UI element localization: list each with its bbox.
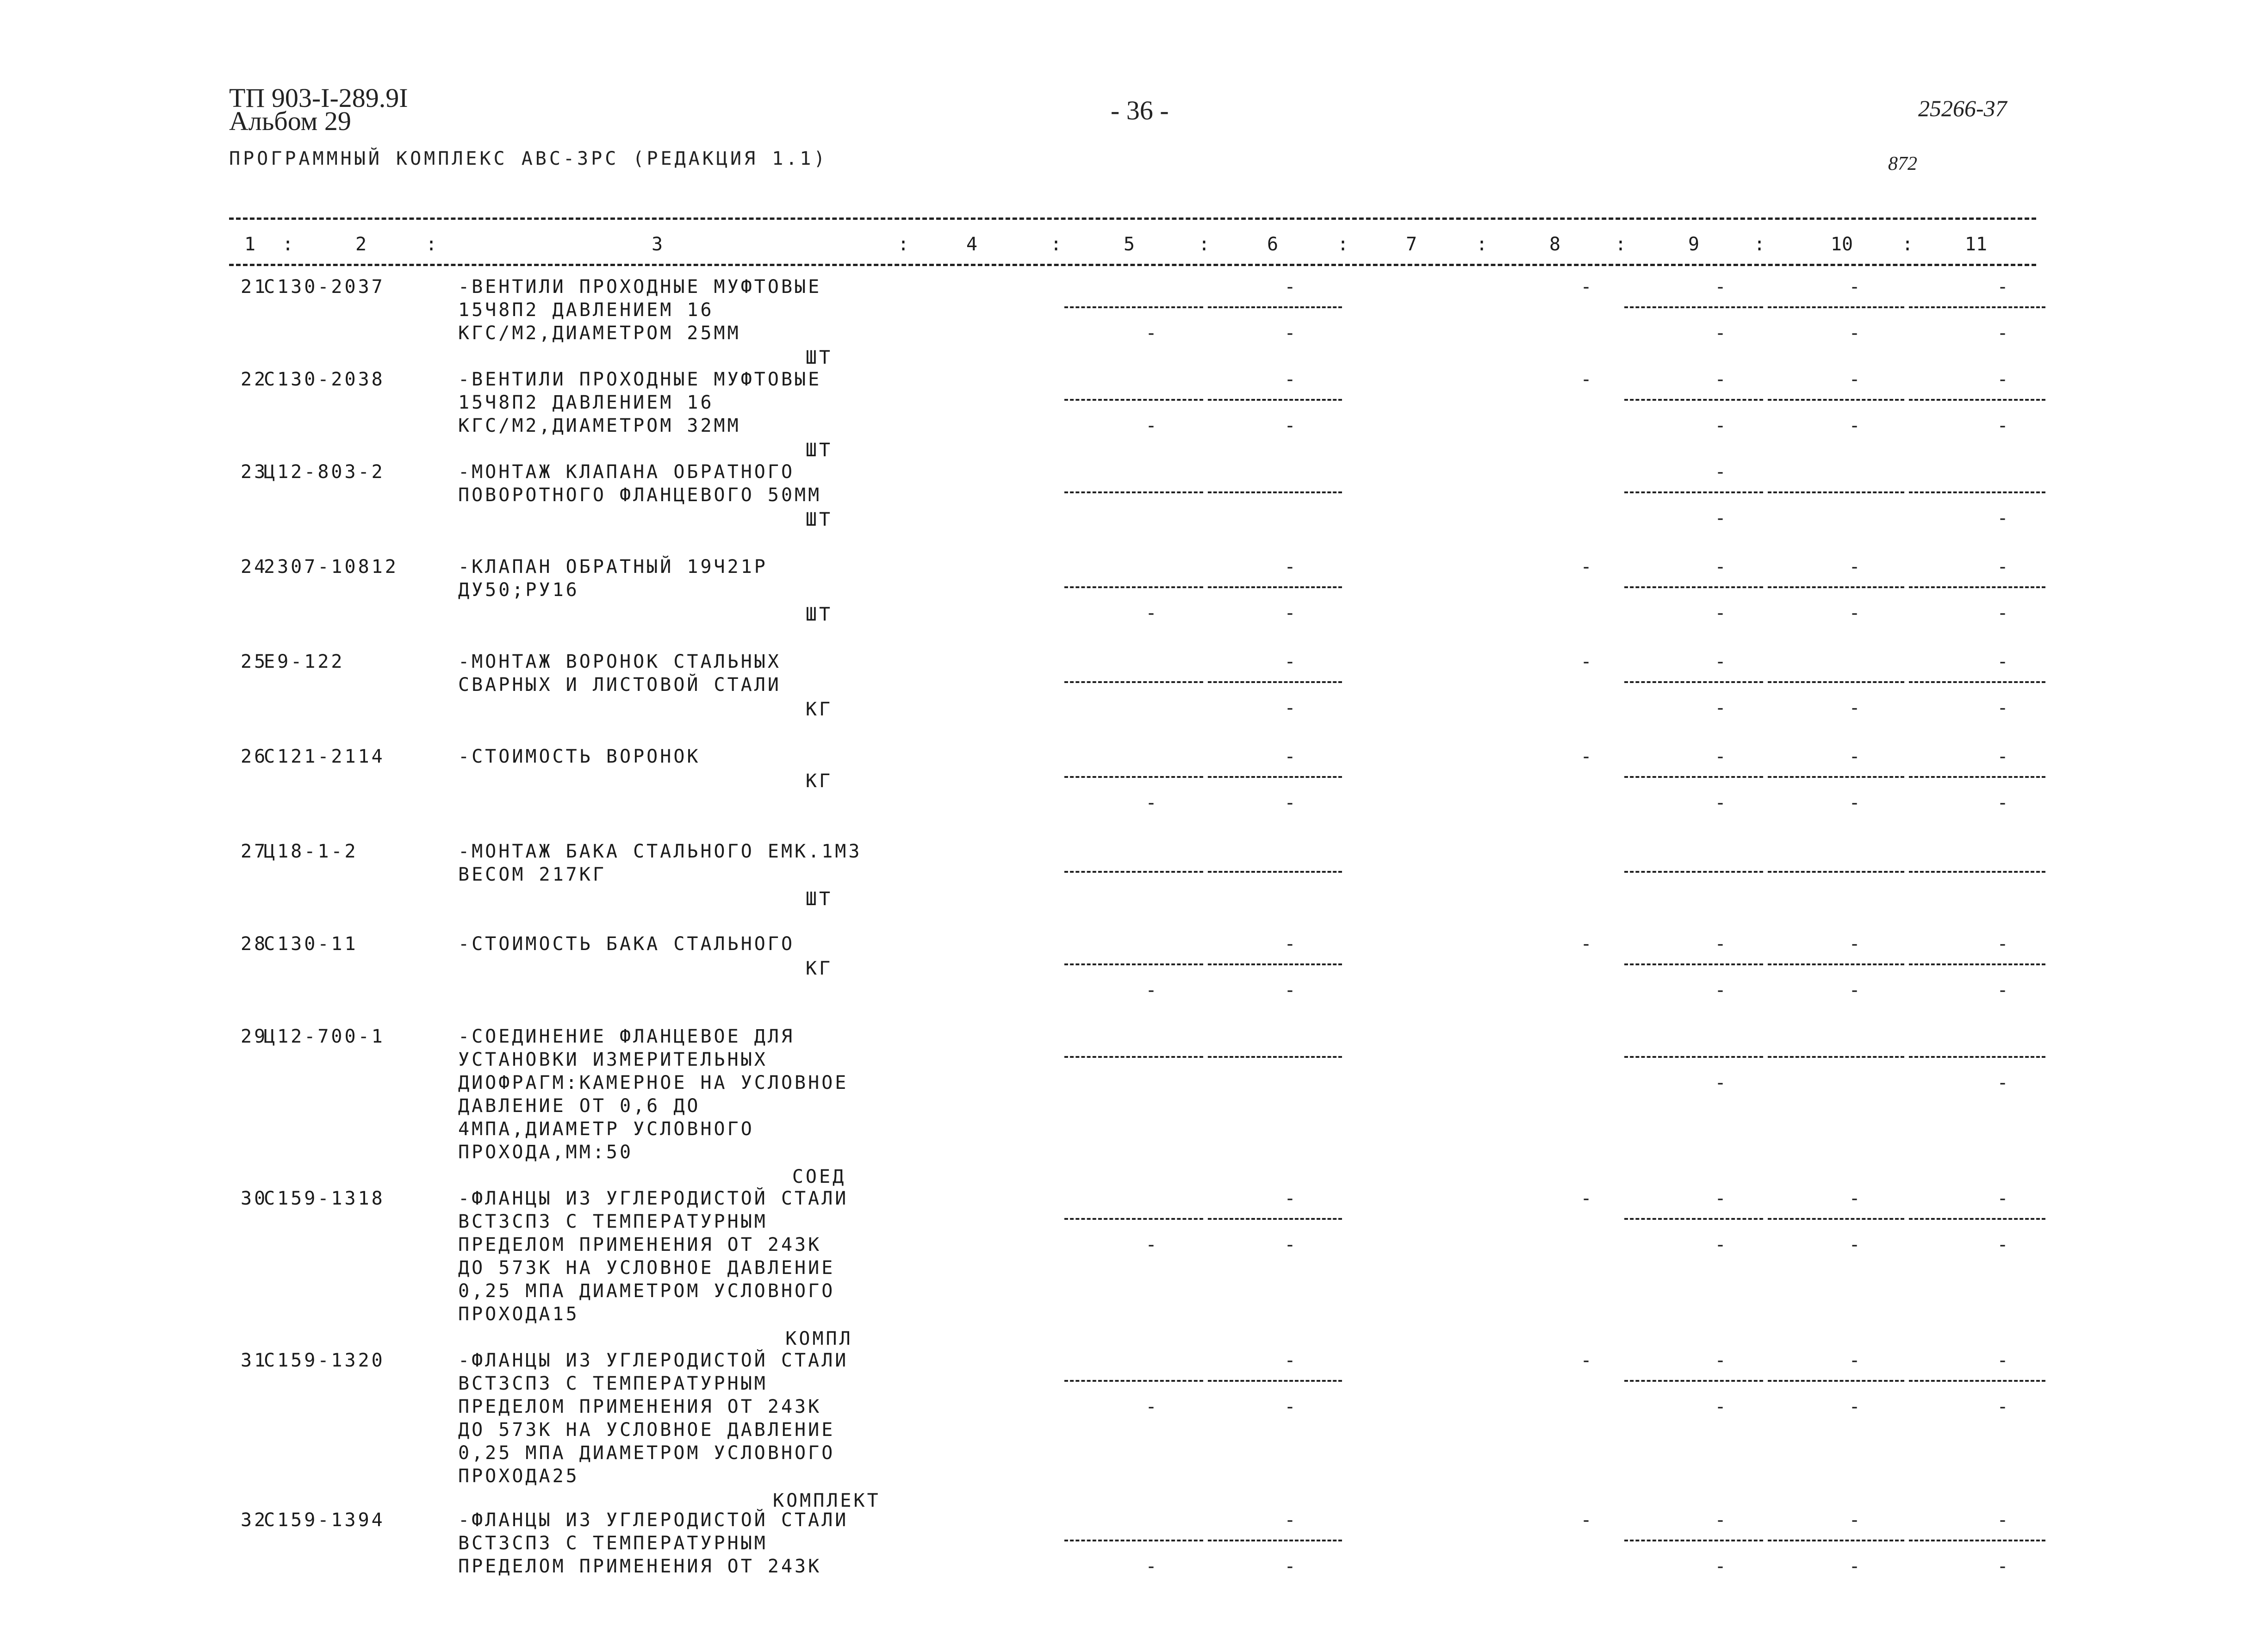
c10-divider (1768, 1218, 1904, 1220)
row-description-line: 0,25 МПА ДИАМЕТРОМ УСЛОВНОГО (458, 1280, 835, 1302)
col9-bottom: - (1715, 1072, 1728, 1093)
col9-top: - (1715, 746, 1728, 767)
column-header: 4 (966, 234, 978, 255)
col9-bottom: - (1715, 1234, 1728, 1255)
c5-divider (1064, 399, 1203, 401)
col10-bottom: - (1849, 1556, 1863, 1577)
c9-divider (1624, 776, 1763, 778)
row-code: 2307-10812 (264, 556, 398, 578)
column-separator: : (426, 234, 437, 255)
col8-value: - (1580, 276, 1594, 298)
row-code: С130-2038 (264, 369, 385, 390)
row-unit: КОМПЛ (785, 1328, 853, 1349)
c11-divider (1909, 491, 2045, 493)
column-separator: : (1476, 234, 1488, 255)
col8-value: - (1580, 746, 1594, 767)
c10-divider (1768, 776, 1904, 778)
col6-bottom: - (1284, 1396, 1298, 1417)
row-description-line: КГС/М2,ДИАМЕТРОМ 25ММ (458, 323, 741, 344)
col9-bottom: - (1715, 697, 1728, 719)
c10-divider (1768, 1056, 1904, 1058)
col11-top: - (1997, 933, 2011, 955)
col11-top: - (1997, 276, 2011, 298)
col9-bottom: - (1715, 323, 1728, 344)
row-description-line: ПРЕДЕЛОМ ПРИМЕНЕНИЯ ОТ 243К (458, 1396, 822, 1417)
row-unit: ШТ (805, 347, 833, 368)
c5-divider (1064, 1056, 1203, 1058)
row-unit: ШТ (805, 888, 833, 910)
c6-divider (1208, 1218, 1342, 1220)
row-description-line: -ФЛАНЦЫ ИЗ УГЛЕРОДИСТОЙ СТАЛИ (458, 1188, 849, 1209)
row-code: С159-1320 (264, 1350, 385, 1371)
c9-divider (1624, 681, 1763, 683)
col11-top: - (1997, 1510, 2011, 1531)
col8-value: - (1580, 933, 1594, 955)
column-header: 8 (1549, 234, 1561, 255)
c6-divider (1208, 306, 1342, 308)
col9-bottom: - (1715, 1396, 1728, 1417)
column-header: 2 (355, 234, 367, 255)
column-separator: : (1199, 234, 1210, 255)
col11-top: - (1997, 651, 2011, 672)
c5-divider (1064, 586, 1203, 588)
column-header: 9 (1688, 234, 1700, 255)
col11-bottom: - (1997, 1072, 2011, 1093)
row-number: 22 (241, 369, 268, 390)
column-separator: : (1337, 234, 1349, 255)
column-separator: : (282, 234, 294, 255)
c5-divider (1064, 491, 1203, 493)
c10-divider (1768, 963, 1904, 965)
c9-divider (1624, 586, 1763, 588)
col11-top: - (1997, 746, 2011, 767)
col8-value: - (1580, 556, 1594, 578)
col9-top: - (1715, 1350, 1728, 1371)
col11-top: - (1997, 1350, 2011, 1371)
c10-divider (1768, 586, 1904, 588)
row-description-line: -КЛАПАН ОБРАТНЫЙ 19Ч21Р (458, 556, 768, 578)
col8-value: - (1580, 1510, 1594, 1531)
col10-bottom: - (1849, 415, 1863, 436)
c6-divider (1208, 681, 1342, 683)
program-title: ПРОГРАММНЫЙ КОМПЛЕКС АВС-3РС (РЕДАКЦИЯ 1.1) (229, 148, 828, 169)
col9-top: - (1715, 369, 1728, 390)
c10-divider (1768, 1540, 1904, 1541)
row-unit: ШТ (805, 509, 833, 530)
sub-number: 872 (1888, 153, 1917, 174)
c5-divider (1064, 1218, 1203, 1220)
row-unit: КГ (805, 770, 833, 792)
c11-divider (1909, 1056, 2045, 1058)
row-description-line: ДАВЛЕНИЕ ОТ 0,6 ДО (458, 1095, 701, 1117)
c9-divider (1624, 306, 1763, 308)
c5-divider (1064, 871, 1203, 873)
c6-divider (1208, 1540, 1342, 1541)
row-description-line: -СТОИМОСТЬ БАКА СТАЛЬНОГО (458, 933, 795, 955)
row-description-line: -СОЕДИНЕНИЕ ФЛАНЦЕВОЕ ДЛЯ (458, 1026, 795, 1047)
row-number: 28 (241, 933, 268, 955)
c9-divider (1624, 1218, 1763, 1220)
row-unit: ШТ (805, 440, 833, 461)
c5-divider (1064, 776, 1203, 778)
col9-bottom: - (1715, 1556, 1728, 1577)
col9-bottom: - (1715, 980, 1728, 1001)
col10-bottom: - (1849, 1234, 1863, 1255)
col6-bottom: - (1284, 1234, 1298, 1255)
col6-bottom: - (1284, 603, 1298, 624)
row-code: С159-1394 (264, 1510, 385, 1531)
col6-bottom: - (1284, 323, 1298, 344)
col10-top: - (1849, 933, 1863, 955)
row-description-line: ДО 573К НА УСЛОВНОЕ ДАВЛЕНИЕ (458, 1419, 835, 1441)
c6-divider (1208, 586, 1342, 588)
col5-bottom: - (1145, 323, 1159, 344)
column-header: 1 (244, 234, 256, 255)
row-description-line: 15Ч8П2 ДАВЛЕНИЕМ 16 (458, 299, 714, 321)
column-separator: : (1615, 234, 1627, 255)
doc-number: 25266-37 (1918, 95, 2007, 121)
c11-divider (1909, 306, 2045, 308)
col6-top: - (1284, 276, 1298, 298)
row-description-line: ВЕСОМ 217КГ (458, 864, 606, 885)
c9-divider (1624, 871, 1763, 873)
row-number: 27 (241, 841, 268, 862)
c6-divider (1208, 776, 1342, 778)
col11-bottom: - (1997, 792, 2011, 814)
row-description-line: -СТОИМОСТЬ ВОРОНОК (458, 746, 701, 767)
row-code: Ц12-700-1 (264, 1026, 385, 1047)
row-description-line: -ФЛАНЦЫ ИЗ УГЛЕРОДИСТОЙ СТАЛИ (458, 1510, 849, 1531)
c5-divider (1064, 681, 1203, 683)
row-code: С121-2114 (264, 746, 385, 767)
col10-bottom: - (1849, 697, 1863, 719)
col5-bottom: - (1145, 1396, 1159, 1417)
column-separator: : (1902, 234, 1914, 255)
c11-divider (1909, 1540, 2045, 1541)
c11-divider (1909, 1218, 2045, 1220)
c9-divider (1624, 399, 1763, 401)
column-header: 6 (1267, 234, 1279, 255)
row-number: 23 (241, 461, 268, 483)
col8-value: - (1580, 1188, 1594, 1209)
col6-top: - (1284, 369, 1298, 390)
col11-top: - (1997, 556, 2011, 578)
col9-top: - (1715, 556, 1728, 578)
row-description-line: ПРЕДЕЛОМ ПРИМЕНЕНИЯ ОТ 243К (458, 1234, 822, 1255)
row-description-line: УСТАНОВКИ ИЗМЕРИТЕЛЬНЫХ (458, 1049, 768, 1070)
c11-divider (1909, 963, 2045, 965)
row-number: 25 (241, 651, 268, 672)
c6-divider (1208, 399, 1342, 401)
row-code: С159-1318 (264, 1188, 385, 1209)
column-header: 5 (1123, 234, 1135, 255)
col10-top: - (1849, 1350, 1863, 1371)
row-code: Е9-122 (264, 651, 345, 672)
doc-code: ТП 903-I-289.9I (229, 83, 408, 113)
col5-bottom: - (1145, 415, 1159, 436)
col9-bottom: - (1715, 603, 1728, 624)
column-header: 3 (651, 234, 663, 255)
col11-bottom: - (1997, 323, 2011, 344)
col9-bottom: - (1715, 415, 1728, 436)
row-code: С130-11 (264, 933, 358, 955)
c5-divider (1064, 306, 1203, 308)
col6-top: - (1284, 1188, 1298, 1209)
c6-divider (1208, 871, 1342, 873)
row-description-line: -МОНТАЖ БАКА СТАЛЬНОГО ЕМК.1М3 (458, 841, 862, 862)
col9-top: - (1715, 1510, 1728, 1531)
col11-bottom: - (1997, 1396, 2011, 1417)
column-header: 10 (1830, 234, 1853, 255)
row-description-line: ДИОФРАГМ:КАМЕРНОЕ НА УСЛОВНОЕ (458, 1072, 849, 1093)
col8-value: - (1580, 651, 1594, 672)
c10-divider (1768, 399, 1904, 401)
col10-top: - (1849, 276, 1863, 298)
row-code: Ц18-1-2 (264, 841, 358, 862)
row-description-line: 4МПА,ДИАМЕТР УСЛОВНОГО (458, 1118, 754, 1140)
c9-divider (1624, 1380, 1763, 1382)
col6-bottom: - (1284, 697, 1298, 719)
row-unit: СОЕД (792, 1166, 846, 1187)
c10-divider (1768, 1380, 1904, 1382)
c5-divider (1064, 1540, 1203, 1541)
row-description-line: -МОНТАЖ ВОРОНОК СТАЛЬНЫХ (458, 651, 781, 672)
col5-bottom: - (1145, 980, 1159, 1001)
row-description-line: -ФЛАНЦЫ ИЗ УГЛЕРОДИСТОЙ СТАЛИ (458, 1350, 849, 1371)
col11-bottom: - (1997, 508, 2011, 529)
row-description-line: ПОВОРОТНОГО ФЛАНЦЕВОГО 50ММ (458, 485, 822, 506)
c11-divider (1909, 776, 2045, 778)
row-code: Ц12-803-2 (264, 461, 385, 483)
col10-bottom: - (1849, 323, 1863, 344)
row-code: С130-2037 (264, 276, 385, 298)
table-header-rule (229, 264, 2036, 266)
row-unit: КГ (805, 699, 833, 720)
col10-bottom: - (1849, 792, 1863, 814)
row-number: 32 (241, 1510, 268, 1531)
row-unit: ШТ (805, 604, 833, 625)
c9-divider (1624, 1540, 1763, 1541)
column-separator: : (1754, 234, 1765, 255)
row-description-line: -ВЕНТИЛИ ПРОХОДНЫЕ МУФТОВЫЕ (458, 369, 822, 390)
col8-value: - (1580, 369, 1594, 390)
row-description-line: 0,25 МПА ДИАМЕТРОМ УСЛОВНОГО (458, 1442, 835, 1464)
row-description-line: ВСТ3СП3 С ТЕМПЕРАТУРНЫМ (458, 1373, 768, 1394)
col10-top: - (1849, 556, 1863, 578)
row-unit: КГ (805, 958, 833, 979)
album-label: Альбом 29 (229, 106, 351, 136)
row-description-line: ДУ50;РУ16 (458, 579, 579, 601)
col10-bottom: - (1849, 603, 1863, 624)
col6-top: - (1284, 651, 1298, 672)
row-number: 31 (241, 1350, 268, 1371)
row-number: 24 (241, 556, 268, 578)
row-description-line: ПРОХОДА15 (458, 1304, 579, 1325)
row-description-line: -ВЕНТИЛИ ПРОХОДНЫЕ МУФТОВЫЕ (458, 276, 822, 298)
col11-bottom: - (1997, 1556, 2011, 1577)
row-unit: КОМПЛЕКТ (773, 1490, 881, 1511)
col10-top: - (1849, 1188, 1863, 1209)
c5-divider (1064, 963, 1203, 965)
col9-top: - (1715, 461, 1728, 483)
c10-divider (1768, 871, 1904, 873)
c6-divider (1208, 491, 1342, 493)
row-number: 21 (241, 276, 268, 298)
page-number: - 36 - (1111, 95, 1169, 125)
col9-bottom: - (1715, 792, 1728, 814)
col5-bottom: - (1145, 792, 1159, 814)
col5-bottom: - (1145, 603, 1159, 624)
c11-divider (1909, 586, 2045, 588)
c10-divider (1768, 681, 1904, 683)
col9-top: - (1715, 276, 1728, 298)
col11-bottom: - (1997, 603, 2011, 624)
col11-bottom: - (1997, 980, 2011, 1001)
col11-bottom: - (1997, 697, 2011, 719)
row-number: 29 (241, 1026, 268, 1047)
c9-divider (1624, 963, 1763, 965)
col6-top: - (1284, 933, 1298, 955)
col6-bottom: - (1284, 415, 1298, 436)
c9-divider (1624, 491, 1763, 493)
c6-divider (1208, 1056, 1342, 1058)
col6-bottom: - (1284, 1556, 1298, 1577)
col11-top: - (1997, 1188, 2011, 1209)
column-header: 7 (1405, 234, 1417, 255)
col6-bottom: - (1284, 792, 1298, 814)
col10-top: - (1849, 1510, 1863, 1531)
col6-top: - (1284, 746, 1298, 767)
col6-top: - (1284, 556, 1298, 578)
table-top-rule (229, 217, 2036, 220)
col10-top: - (1849, 369, 1863, 390)
col11-top: - (1997, 369, 2011, 390)
row-description-line: ПРЕДЕЛОМ ПРИМЕНЕНИЯ ОТ 243К (458, 1556, 822, 1577)
row-description-line: ДО 573К НА УСЛОВНОЕ ДАВЛЕНИЕ (458, 1257, 835, 1279)
c11-divider (1909, 681, 2045, 683)
row-description-line: ВСТ3СП3 С ТЕМПЕРАТУРНЫМ (458, 1533, 768, 1554)
c11-divider (1909, 871, 2045, 873)
column-separator: : (1050, 234, 1062, 255)
col11-bottom: - (1997, 415, 2011, 436)
col10-bottom: - (1849, 1396, 1863, 1417)
col9-top: - (1715, 933, 1728, 955)
col5-bottom: - (1145, 1556, 1159, 1577)
col9-top: - (1715, 651, 1728, 672)
c6-divider (1208, 963, 1342, 965)
c9-divider (1624, 1056, 1763, 1058)
col6-bottom: - (1284, 980, 1298, 1001)
c11-divider (1909, 1380, 2045, 1382)
col6-top: - (1284, 1350, 1298, 1371)
c11-divider (1909, 399, 2045, 401)
col9-top: - (1715, 1188, 1728, 1209)
c10-divider (1768, 491, 1904, 493)
row-description-line: -МОНТАЖ КЛАПАНА ОБРАТНОГО (458, 461, 795, 483)
row-description-line: ПРОХОДА25 (458, 1466, 579, 1487)
row-description-line: 15Ч8П2 ДАВЛЕНИЕМ 16 (458, 392, 714, 413)
col10-bottom: - (1849, 980, 1863, 1001)
c5-divider (1064, 1380, 1203, 1382)
c10-divider (1768, 306, 1904, 308)
row-number: 30 (241, 1188, 268, 1209)
column-header: 11 (1964, 234, 1988, 255)
col8-value: - (1580, 1350, 1594, 1371)
row-description-line: ПРОХОДА,ММ:50 (458, 1142, 634, 1163)
c6-divider (1208, 1380, 1342, 1382)
row-number: 26 (241, 746, 268, 767)
col6-top: - (1284, 1510, 1298, 1531)
row-description-line: СВАРНЫХ И ЛИСТОВОЙ СТАЛИ (458, 674, 781, 696)
col5-bottom: - (1145, 1234, 1159, 1255)
column-separator: : (898, 234, 909, 255)
col11-bottom: - (1997, 1234, 2011, 1255)
col10-top: - (1849, 746, 1863, 767)
row-description-line: ВСТ3СП3 С ТЕМПЕРАТУРНЫМ (458, 1211, 768, 1232)
col9-bottom: - (1715, 508, 1728, 529)
row-description-line: КГС/М2,ДИАМЕТРОМ 32ММ (458, 415, 741, 436)
